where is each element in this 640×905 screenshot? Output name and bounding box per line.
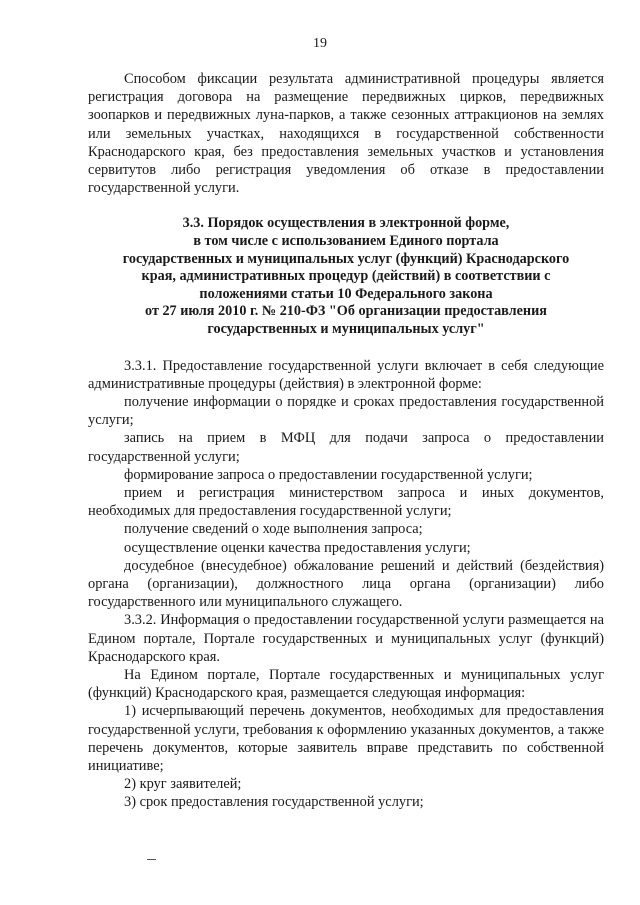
procedure-item: прием и регистрация министерством запроса и иных документов, необходимых для предоставления государственной услуги; — [88, 485, 604, 520]
intro-paragraph: Способом фиксации результата административной процедуры является регистрация договора на размещение передвижных цирков, передвижных зоопарков и передвижных луна-парков, а также сезонных аттракционов на землях или земельных участках, находящихся в государственной собственности Краснодарского края, без предоставления земельных участков и установления сервитутов либо регистрация уведомления об отказе в предоставлении государственной услуги. — [88, 71, 604, 197]
procedure-item: осуществление оценки качества предоставления услуги; — [124, 539, 471, 556]
portal-info-intro: На Едином портале, Портале государственных и муниципальных услуг (функций) Краснодарского края, размещается следующая информация: — [88, 667, 604, 702]
procedure-item: досудебное (внесудебное) обжалование решений и действий (бездействия) органа (организации), должностного лица органа (организации) либо государственного или муниципального служащего. — [88, 557, 604, 611]
heading-line: государственных и муниципальных услуг" — [207, 320, 485, 337]
procedure-item: получение информации о порядке и сроках предоставления государственной услуги; — [88, 393, 604, 429]
scan-mark — [147, 859, 156, 860]
procedure-item: формирование запроса о предоставлении государственной услуги; — [124, 466, 533, 483]
document-body — [88, 70, 604, 812]
info-item: 1) исчерпывающий перечень документов, необходимых для предоставления государственной услуги, требования к оформлению указанных документов, а также перечень документов, которые заявитель вправе представить по собственной инициативе; — [88, 703, 604, 775]
heading-line: края, административных процедур (действий) в соответствии с — [141, 268, 551, 285]
heading-line: 3.3. Порядок осуществления в электронной форме, — [182, 215, 510, 232]
procedure-item: запись на прием в МФЦ для подачи запроса о предоставлении государственной услуги; — [88, 430, 604, 465]
heading-line: от 27 июля 2010 г. № 210-ФЗ "Об организации предоставления — [145, 303, 547, 320]
heading-line: государственных и муниципальных услуг (функций) Краснодарского — [122, 250, 570, 267]
info-item: 2) круг заявителей; — [124, 776, 242, 793]
heading-line: в том числе с использованием Единого портала — [193, 233, 499, 250]
clause-3-3-2: 3.3.2. Информация о предоставлении государственной услуги размещается на Едином портале, Портале государственных и муниципальных услуг (функций) Краснодарского края. — [88, 612, 604, 665]
page-number: 19 — [313, 36, 327, 51]
heading-line: положениями статьи 10 Федерального закона — [199, 285, 493, 302]
procedure-item: получение сведений о ходе выполнения запроса; — [124, 521, 423, 538]
clause-3-3-1: 3.3.1. Предоставление государственной услуги включает в себя следующие административные процедуры (действия) в электронной форме: — [88, 357, 604, 392]
section-heading — [88, 215, 604, 338]
info-item: 3) срок предоставления государственной услуги; — [124, 794, 424, 811]
